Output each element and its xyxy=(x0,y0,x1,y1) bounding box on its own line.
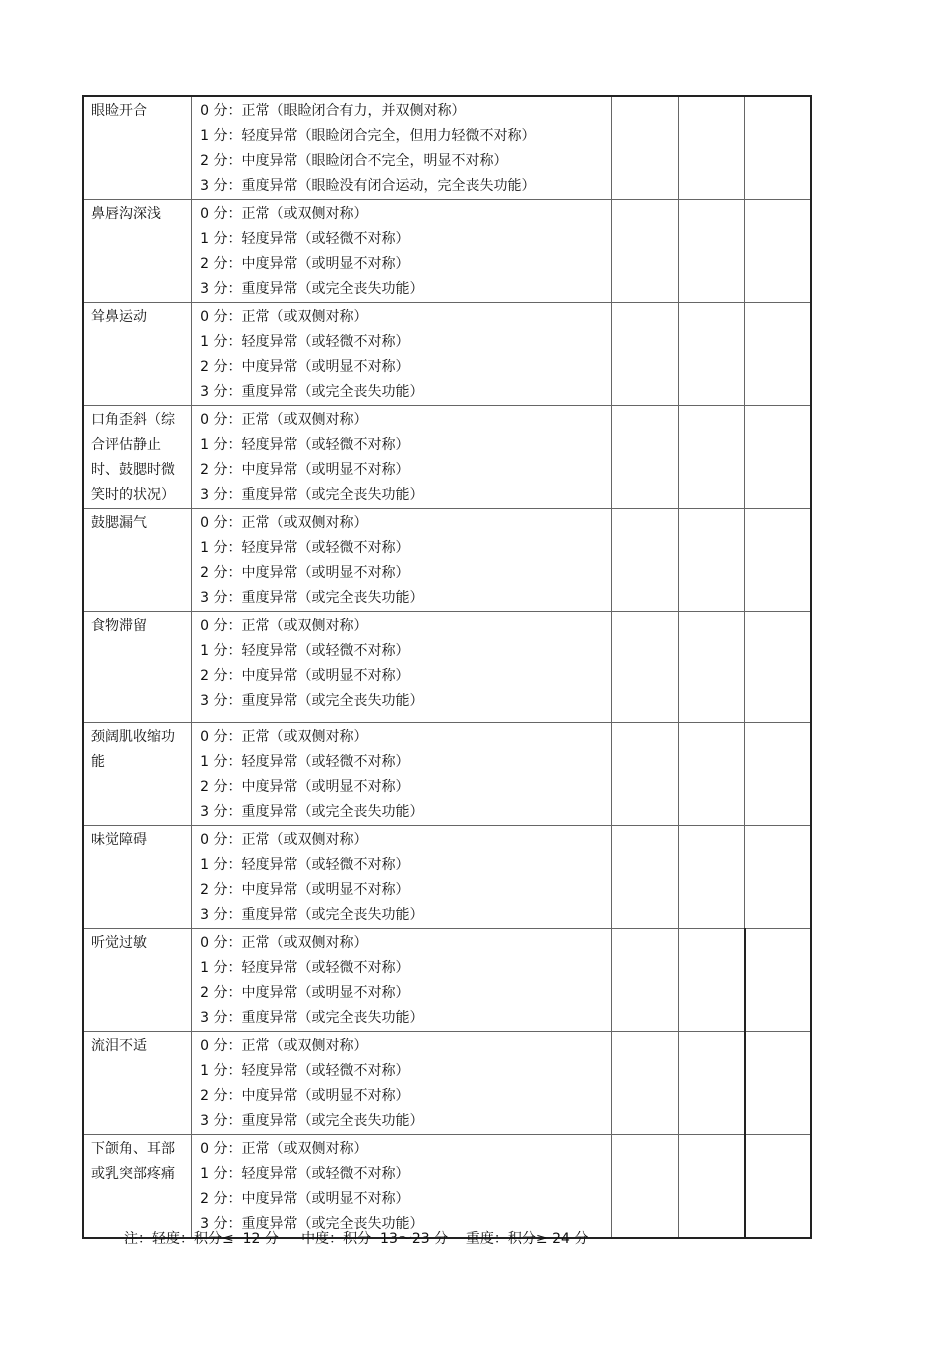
item-cell xyxy=(83,200,192,303)
score-option: 0 分：正常（眼睑闭合有力，并双侧对称） xyxy=(200,103,466,119)
criteria-cell xyxy=(192,406,612,509)
score-entry-cell[interactable] xyxy=(745,612,811,723)
score-option: 0 分：正常（或双侧对称） xyxy=(200,412,368,428)
score-option: 1 分：轻度异常（或轻微不对称） xyxy=(200,1063,410,1079)
score-option: 3 分：重度异常（或完全丧失功能） xyxy=(200,693,424,709)
table-row xyxy=(83,200,811,303)
score-entry-cell[interactable] xyxy=(612,200,678,303)
score-option: 1 分：轻度异常（或轻微不对称） xyxy=(200,960,410,976)
score-option: 2 分：中度异常（或明显不对称） xyxy=(200,359,410,375)
table-row xyxy=(83,723,811,826)
item-cell xyxy=(83,612,192,723)
score-entry-cell[interactable] xyxy=(612,612,678,723)
score-option: 3 分：重度异常（或完全丧失功能） xyxy=(200,590,424,606)
score-option: 0 分：正常（或双侧对称） xyxy=(200,1141,368,1157)
score-entry-cell[interactable] xyxy=(612,929,678,1032)
score-entry-cell[interactable] xyxy=(612,826,678,929)
score-option: 0 分：正常（或双侧对称） xyxy=(200,206,368,222)
score-option: 2 分：中度异常（或明显不对称） xyxy=(200,565,410,581)
table-row xyxy=(83,303,811,406)
score-entry-cell[interactable] xyxy=(612,406,678,509)
score-option: 1 分：轻度异常（或轻微不对称） xyxy=(200,643,410,659)
score-option: 3 分：重度异常（或完全丧失功能） xyxy=(200,907,424,923)
score-option: 0 分：正常（或双侧对称） xyxy=(200,729,368,745)
score-entry-cell[interactable] xyxy=(745,200,811,303)
criteria-cell xyxy=(192,929,612,1032)
score-option: 0 分：正常（或双侧对称） xyxy=(200,1038,368,1054)
score-option: 3 分：重度异常（或完全丧失功能） xyxy=(200,804,424,820)
table-row xyxy=(83,826,811,929)
item-cell xyxy=(83,1135,192,1239)
table-row xyxy=(83,612,811,723)
item-label: 颈阔肌收缩功能 xyxy=(91,729,175,770)
item-cell xyxy=(83,303,192,406)
item-cell xyxy=(83,929,192,1032)
score-option: 3 分：重度异常（或完全丧失功能） xyxy=(200,384,424,400)
score-option: 0 分：正常（或双侧对称） xyxy=(200,832,368,848)
score-option: 0 分：正常（或双侧对称） xyxy=(200,618,368,634)
score-entry-cell[interactable] xyxy=(745,303,811,406)
score-option: 0 分：正常（或双侧对称） xyxy=(200,935,368,951)
scoring-table-body xyxy=(83,96,811,1238)
score-option: 2 分：中度异常（或明显不对称） xyxy=(200,985,410,1001)
item-label: 眼睑开合 xyxy=(91,103,147,119)
score-option: 1 分：轻度异常（眼睑闭合完全，但用力轻微不对称） xyxy=(200,128,536,144)
criteria-cell xyxy=(192,612,612,723)
score-option: 3 分：重度异常（或完全丧失功能） xyxy=(200,281,424,297)
criteria-cell xyxy=(192,509,612,612)
item-label: 口角歪斜（综合评估静止时、鼓腮时微笑时的状况） xyxy=(91,412,175,503)
score-entry-cell[interactable] xyxy=(612,1135,678,1239)
score-option: 1 分：轻度异常（或轻微不对称） xyxy=(200,540,410,556)
item-label: 下颌角、耳部或乳突部疼痛 xyxy=(91,1141,175,1182)
score-option: 1 分：轻度异常（或轻微不对称） xyxy=(200,857,410,873)
criteria-cell xyxy=(192,723,612,826)
table-row xyxy=(83,929,811,1032)
score-entry-cell[interactable] xyxy=(678,612,744,723)
criteria-cell xyxy=(192,1135,612,1239)
criteria-cell xyxy=(192,303,612,406)
score-entry-cell[interactable] xyxy=(745,96,811,200)
score-option: 2 分：中度异常（眼睑闭合不完全，明显不对称） xyxy=(200,153,508,169)
score-option: 2 分：中度异常（或明显不对称） xyxy=(200,256,410,272)
table-row xyxy=(83,1135,811,1239)
score-entry-cell[interactable] xyxy=(745,1135,811,1239)
score-option: 2 分：中度异常（或明显不对称） xyxy=(200,882,410,898)
score-option: 2 分：中度异常（或明显不对称） xyxy=(200,779,410,795)
score-option: 2 分：中度异常（或明显不对称） xyxy=(200,1191,410,1207)
item-label: 流泪不适 xyxy=(91,1038,147,1054)
score-option: 0 分：正常（或双侧对称） xyxy=(200,309,368,325)
table-row xyxy=(83,96,811,200)
item-label: 食物滞留 xyxy=(91,618,147,634)
score-option: 3 分：重度异常（或完全丧失功能） xyxy=(200,1010,424,1026)
item-label: 鼻唇沟深浅 xyxy=(91,206,161,222)
score-option: 2 分：中度异常（或明显不对称） xyxy=(200,1088,410,1104)
score-option: 2 分：中度异常（或明显不对称） xyxy=(200,668,410,684)
score-entry-cell[interactable] xyxy=(745,406,811,509)
score-option: 3 分：重度异常（或完全丧失功能） xyxy=(200,1113,424,1129)
table-row xyxy=(83,509,811,612)
criteria-cell xyxy=(192,96,612,200)
item-label: 鼓腮漏气 xyxy=(91,515,147,531)
score-entry-cell[interactable] xyxy=(745,509,811,612)
score-note: 注：轻度：积分≤ 12 分 中度：积分 13～23 分 重度：积分≥ 24 分 xyxy=(124,1231,589,1247)
score-entry-cell[interactable] xyxy=(678,406,744,509)
score-option: 0 分：正常（或双侧对称） xyxy=(200,515,368,531)
item-label: 耸鼻运动 xyxy=(91,309,147,325)
score-entry-cell[interactable] xyxy=(612,509,678,612)
score-entry-cell[interactable] xyxy=(612,1032,678,1135)
criteria-cell xyxy=(192,1032,612,1135)
item-cell xyxy=(83,509,192,612)
score-entry-cell[interactable] xyxy=(745,1032,811,1135)
table-row xyxy=(83,406,811,509)
score-option: 1 分：轻度异常（或轻微不对称） xyxy=(200,231,410,247)
score-option: 3 分：重度异常（眼睑没有闭合运动，完全丧失功能） xyxy=(200,178,536,194)
score-entry-cell[interactable] xyxy=(678,96,744,200)
item-cell xyxy=(83,406,192,509)
score-option: 2 分：中度异常（或明显不对称） xyxy=(200,462,410,478)
score-option: 1 分：轻度异常（或轻微不对称） xyxy=(200,437,410,453)
score-option: 1 分：轻度异常（或轻微不对称） xyxy=(200,754,410,770)
score-entry-cell[interactable] xyxy=(612,96,678,200)
score-option: 1 分：轻度异常（或轻微不对称） xyxy=(200,334,410,350)
score-entry-cell[interactable] xyxy=(678,723,744,826)
scoring-table xyxy=(82,95,812,1239)
item-cell xyxy=(83,826,192,929)
score-entry-cell[interactable] xyxy=(745,826,811,929)
table-row xyxy=(83,1032,811,1135)
score-option: 3 分：重度异常（或完全丧失功能） xyxy=(200,487,424,503)
criteria-cell xyxy=(192,200,612,303)
item-cell xyxy=(83,1032,192,1135)
score-entry-cell[interactable] xyxy=(612,723,678,826)
score-entry-cell[interactable] xyxy=(612,303,678,406)
criteria-cell xyxy=(192,826,612,929)
item-label: 味觉障碍 xyxy=(91,832,147,848)
score-entry-cell[interactable] xyxy=(678,1135,744,1239)
score-entry-cell[interactable] xyxy=(678,509,744,612)
score-option: 1 分：轻度异常（或轻微不对称） xyxy=(200,1166,410,1182)
score-entry-cell[interactable] xyxy=(678,826,744,929)
item-label: 听觉过敏 xyxy=(91,935,147,951)
score-entry-cell[interactable] xyxy=(678,200,744,303)
score-entry-cell[interactable] xyxy=(745,929,811,1032)
score-entry-cell[interactable] xyxy=(678,929,744,1032)
score-entry-cell[interactable] xyxy=(745,723,811,826)
score-entry-cell[interactable] xyxy=(678,1032,744,1135)
score-option: 3 分：重度异常（或完全丧失功能） xyxy=(200,1216,424,1232)
item-cell xyxy=(83,96,192,200)
score-entry-cell[interactable] xyxy=(678,303,744,406)
item-cell xyxy=(83,723,192,826)
